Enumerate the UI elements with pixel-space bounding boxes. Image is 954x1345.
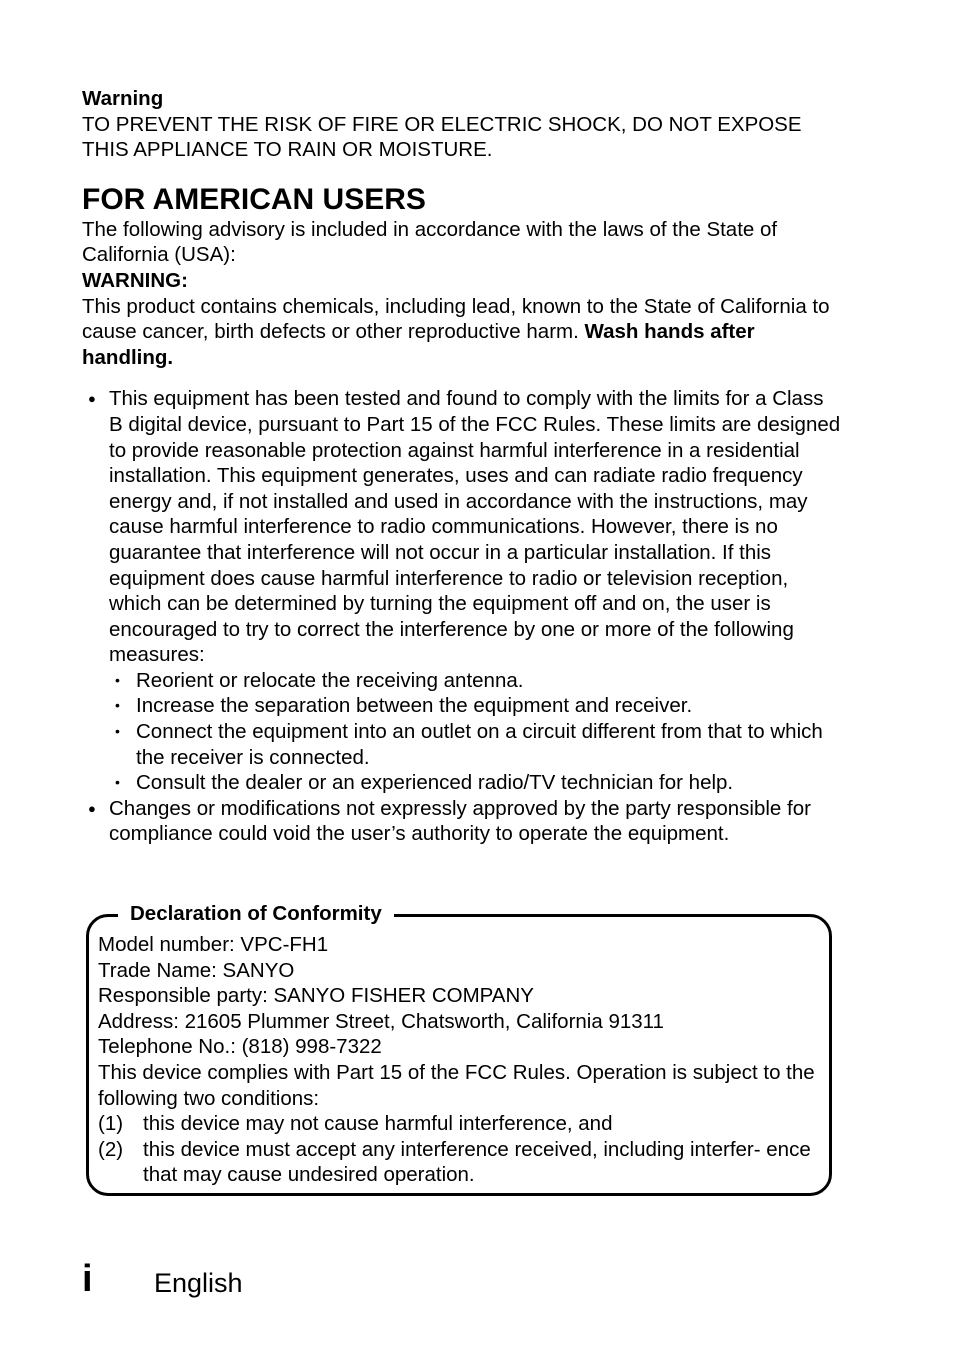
condition-text: this device may not cause harmful interference, and bbox=[143, 1112, 613, 1136]
condition-item bbox=[98, 1111, 822, 1137]
measure-item: • Consult the dealer or an experienced radio/TV technician for help. bbox=[109, 770, 842, 796]
measure-item: • Increase the separation between the equipment and receiver. bbox=[109, 693, 842, 719]
responsible-party: Responsible party: SANYO FISHER COMPANY bbox=[98, 984, 534, 1008]
wash-hands-text: Wash hands after handling. bbox=[82, 320, 755, 369]
american-users-heading: FOR AMERICAN USERS bbox=[82, 182, 426, 216]
fcc-compliance-text: This equipment has been tested and found to comply with the limits for a Class B digital device, pursuant to Part 15 of the FCC Rules. These limits are designed to provide reasonable protection against harmful interference in a residential installation. This equipment generates, uses and can radiate radio frequency energy and, if not installed and used in accordance with the instructions, may cause harmful interference to radio communications. However, there is no guarantee that interference will not occur in a particular installation. If this equipment does cause harmful interference to radio or television reception, which can be determined by turning the equipment off and on, the user is encouraged to try to correct the interference by one or more of the following measures: bbox=[109, 387, 841, 667]
telephone: Telephone No.: (818) 998-7322 bbox=[98, 1035, 382, 1059]
condition-number: (2) bbox=[98, 1137, 124, 1161]
condition-number: (1) bbox=[98, 1112, 124, 1136]
fcc-bullet-list bbox=[82, 386, 842, 847]
model-number: Model number: VPC-FH1 bbox=[98, 933, 329, 956]
california-warning-text: This product contains chemicals, including lead, known to the State of California to cause cancer, birth defects or other reproductive harm. bbox=[82, 294, 830, 344]
warning-label: Warning bbox=[82, 87, 164, 110]
compliance-statement: This device complies with Part 15 of the FCC Rules. Operation is subject to the following two conditions: bbox=[98, 1060, 815, 1110]
measures-list bbox=[109, 668, 842, 796]
language-label: English bbox=[154, 1268, 243, 1298]
california-warning-label: WARNING: bbox=[82, 268, 188, 292]
california-warning bbox=[82, 294, 842, 371]
measure-item: • Connect the equipment into an outlet on a circuit different from that to which the receiver is connected. bbox=[109, 719, 842, 770]
condition-item bbox=[98, 1137, 822, 1188]
measure-item: • Reorient or relocate the receiving antenna. bbox=[109, 668, 842, 694]
warning-text: TO PREVENT THE RISK OF FIRE OR ELECTRIC SHOCK, DO NOT EXPOSE THIS APPLIANCE TO RAIN OR MOISTURE. bbox=[82, 112, 802, 162]
condition-text: this device must accept any interference received, including interfer- ence that may cause undesired operation. bbox=[143, 1137, 811, 1187]
california-intro: The following advisory is included in accordance with the laws of the State of California (USA): bbox=[82, 217, 778, 267]
page-content bbox=[82, 86, 842, 847]
declaration-title: Declaration of Conformity bbox=[118, 902, 394, 926]
fcc-bullet-compliance bbox=[82, 386, 842, 796]
fcc-bullet-modifications: ● Changes or modifications not expressly approved by the party responsible for compliance could void the user’s authority to operate the equipment. bbox=[82, 796, 842, 847]
declaration-body bbox=[98, 932, 822, 1188]
page-number: i bbox=[82, 1258, 93, 1300]
address: Address: 21605 Plummer Street, Chatsworth, California 91311 bbox=[98, 1009, 664, 1033]
trade-name: Trade Name: SANYO bbox=[98, 958, 295, 982]
